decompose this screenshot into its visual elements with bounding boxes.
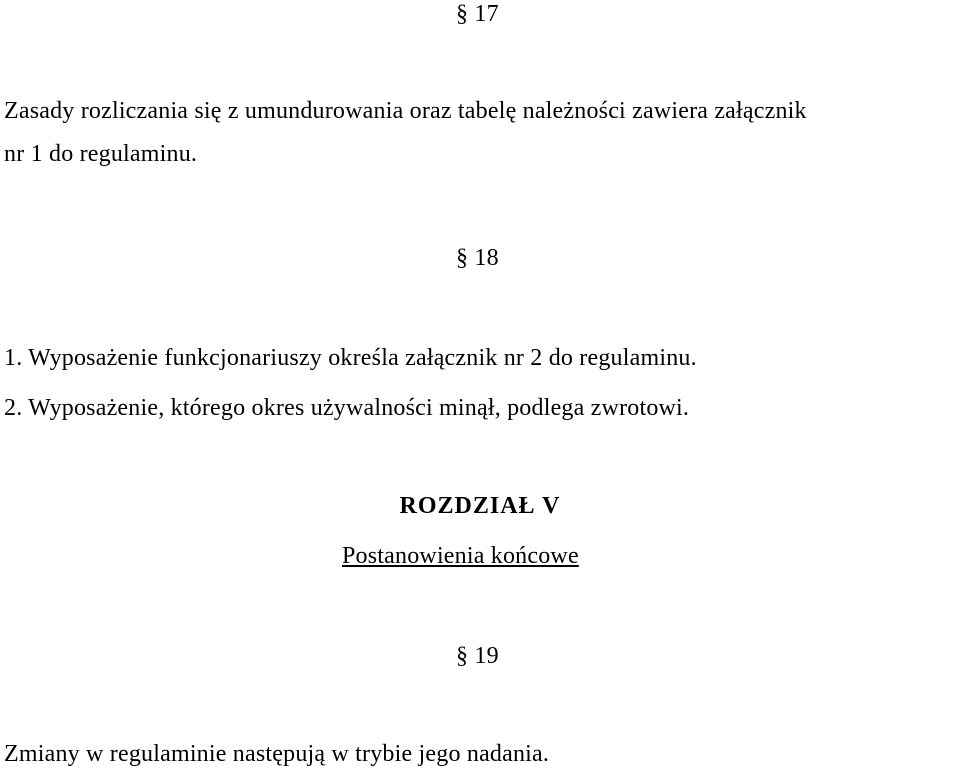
chapter-title: ROZDZIAŁ V (399, 493, 561, 519)
paragraph-18-item-2: 2. Wyposażenie, którego okres używalności minął, podlega zwrotowi. (4, 395, 690, 421)
paragraph-17-line-2: nr 1 do regulaminu. (4, 141, 198, 167)
section-18-heading: § 18 (456, 245, 499, 271)
section-19-heading: § 19 (456, 643, 499, 669)
paragraph-18-item-1: 1. Wyposażenie funkcjonariuszy określa załącznik nr 2 do regulaminu. (4, 345, 697, 371)
section-17-heading: § 17 (456, 1, 499, 27)
chapter-subtitle: Postanowienia końcowe (342, 543, 579, 569)
paragraph-17-line-1: Zasady rozliczania się z umundurowania oraz tabelę należności zawiera załącznik (4, 98, 807, 124)
paragraph-19-line-1: Zmiany w regulaminie następują w trybie jego nadania. (4, 741, 550, 767)
